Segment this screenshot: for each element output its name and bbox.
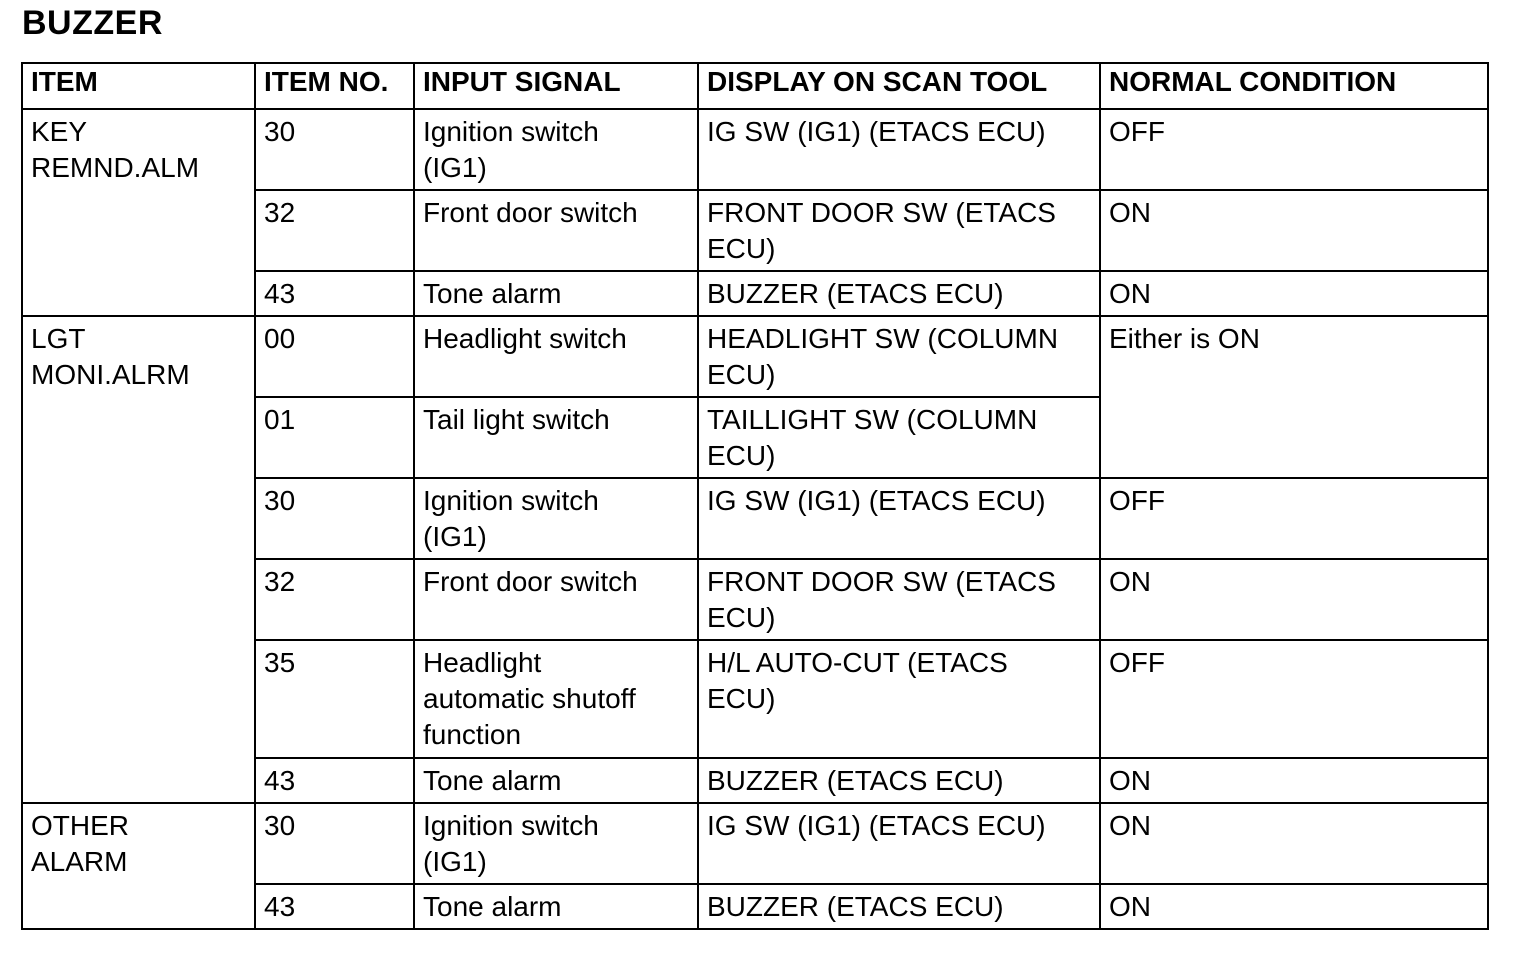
input-signal-cell: Tail light switch (414, 397, 698, 478)
input-signal-cell: Front door switch (414, 190, 698, 271)
item-no-cell: 43 (255, 884, 414, 929)
condition-cell: OFF (1100, 640, 1488, 758)
display-cell: FRONT DOOR SW (ETACS ECU) (698, 559, 1100, 640)
group-cell-key-remind-alarm: KEY REMND.ALM (22, 109, 255, 316)
display-cell: H/L AUTO-CUT (ETACS ECU) (698, 640, 1100, 758)
item-no-cell: 35 (255, 640, 414, 758)
input-signal-cell: Tone alarm (414, 884, 698, 929)
display-cell: FRONT DOOR SW (ETACS ECU) (698, 190, 1100, 271)
display-cell: IG SW (IG1) (ETACS ECU) (698, 478, 1100, 559)
display-cell: BUZZER (ETACS ECU) (698, 758, 1100, 803)
input-signal-cell: Tone alarm (414, 271, 698, 316)
condition-cell: ON (1100, 884, 1488, 929)
item-no-cell: 30 (255, 478, 414, 559)
header-item: ITEM (22, 63, 255, 109)
header-display-on-scan-tool: DISPLAY ON SCAN TOOL (698, 63, 1100, 109)
group-cell-light-monitor-alarm: LGT MONI.ALRM (22, 316, 255, 803)
table-row (22, 316, 1488, 397)
item-no-cell: 43 (255, 758, 414, 803)
item-no-cell: 32 (255, 190, 414, 271)
condition-cell: ON (1100, 803, 1488, 884)
input-signal-cell: Ignition switch (IG1) (414, 803, 698, 884)
buzzer-table (21, 62, 1489, 930)
input-signal-cell: Headlight automatic shutoff function (414, 640, 698, 758)
input-signal-cell: Ignition switch (IG1) (414, 478, 698, 559)
display-cell: IG SW (IG1) (ETACS ECU) (698, 803, 1100, 884)
display-cell: IG SW (IG1) (ETACS ECU) (698, 109, 1100, 190)
display-cell: HEADLIGHT SW (COLUMN ECU) (698, 316, 1100, 397)
header-normal-condition: NORMAL CONDITION (1100, 63, 1488, 109)
item-no-cell: 30 (255, 803, 414, 884)
condition-cell: ON (1100, 559, 1488, 640)
condition-cell: ON (1100, 271, 1488, 316)
header-item-no: ITEM NO. (255, 63, 414, 109)
condition-cell: ON (1100, 190, 1488, 271)
condition-cell: ON (1100, 758, 1488, 803)
table-header-row (22, 63, 1488, 109)
input-signal-cell: Headlight switch (414, 316, 698, 397)
item-no-cell: 00 (255, 316, 414, 397)
item-no-cell: 32 (255, 559, 414, 640)
table-row (22, 109, 1488, 190)
condition-cell: OFF (1100, 109, 1488, 190)
display-cell: BUZZER (ETACS ECU) (698, 271, 1100, 316)
item-no-cell: 30 (255, 109, 414, 190)
display-cell: TAILLIGHT SW (COLUMN ECU) (698, 397, 1100, 478)
condition-cell: Either is ON (1100, 316, 1488, 478)
item-no-cell: 43 (255, 271, 414, 316)
header-input-signal: INPUT SIGNAL (414, 63, 698, 109)
input-signal-cell: Ignition switch (IG1) (414, 109, 698, 190)
display-cell: BUZZER (ETACS ECU) (698, 884, 1100, 929)
input-signal-cell: Front door switch (414, 559, 698, 640)
group-cell-other-alarm: OTHER ALARM (22, 803, 255, 929)
table-row (22, 803, 1488, 884)
page-title: BUZZER (22, 4, 163, 42)
item-no-cell: 01 (255, 397, 414, 478)
input-signal-cell: Tone alarm (414, 758, 698, 803)
condition-cell: OFF (1100, 478, 1488, 559)
